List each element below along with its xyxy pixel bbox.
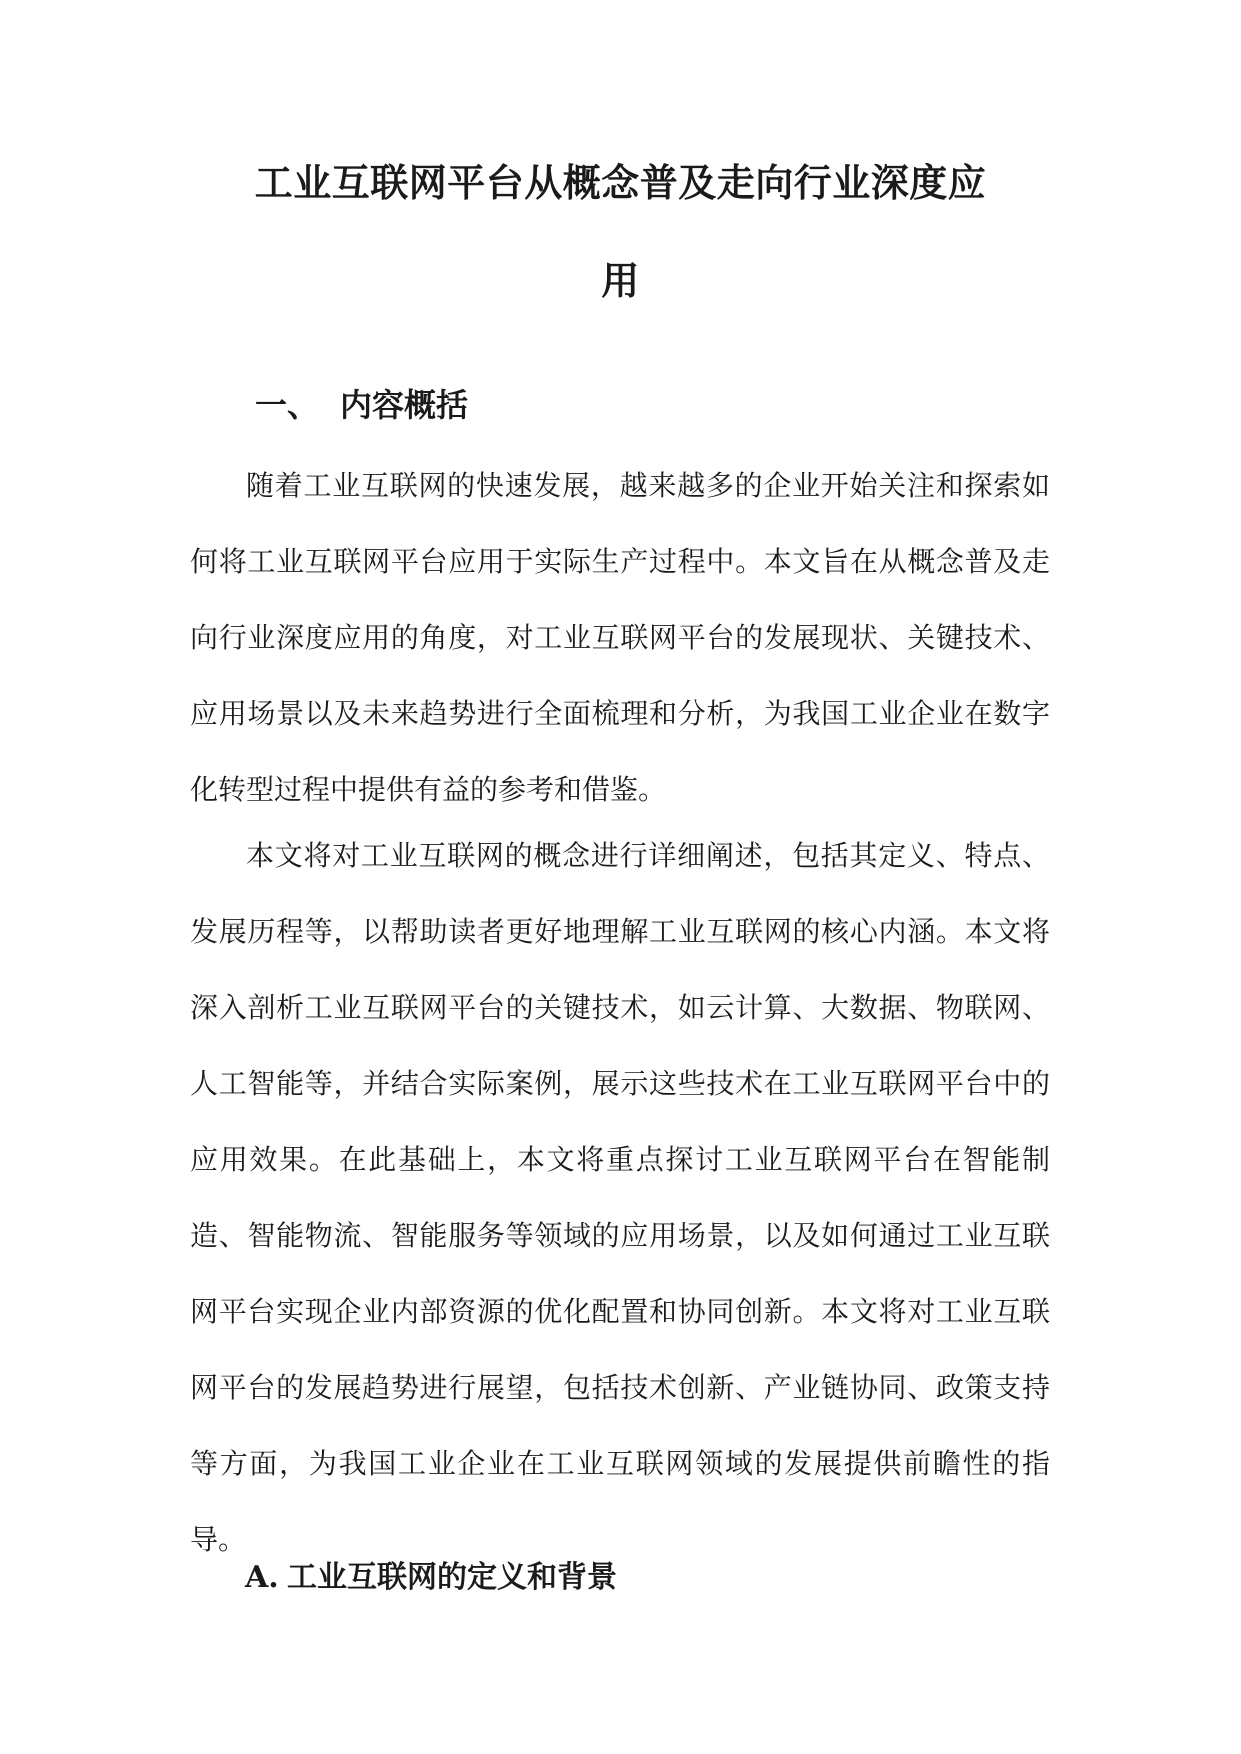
body-paragraph-1: 随着工业互联网的快速发展，越来越多的企业开始关注和探索如何将工业互联网平台应用于实际生产过程中。本文旨在从概念普及走向行业深度应用的角度，对工业互联网平台的发展现状、关键技术、应用场景以及未来趋势进行全面梳理和分析，为我国工业企业在数字化转型过程中提供有益的参考和借鉴。 <box>190 469 1050 806</box>
subsection-heading-a <box>245 1552 617 1596</box>
section-number: 一、 <box>255 386 320 424</box>
section-title: 内容概括 <box>340 386 469 424</box>
subsection-number: A. <box>245 1560 279 1595</box>
document-title-line-2: 用 <box>601 258 640 303</box>
subsection-title: 工业互联网的定义和背景 <box>287 1560 617 1595</box>
document-title-line-1: 工业互联网平台从概念普及走向行业深度应 <box>254 160 987 205</box>
body-paragraph-2: 本文将对工业互联网的概念进行详细阐述，包括其定义、特点、发展历程等，以帮助读者更好地理解工业互联网的核心内涵。本文将深入剖析工业互联网平台的关键技术，如云计算、大数据、物联网、人工智能等，并结合实际案例，展示这些技术在工业互联网平台中的应用效果。在此基础上，本文将重点探讨工业互联网平台在智能制造、智能物流、智能服务等领域的应用场景，以及如何通过工业互联网平台实现企业内部资源的优化配置和协同创新。本文将对工业互联网平台的发展趋势进行展望，包括技术创新、产业链协同、政策支持等方面，为我国工业企业在工业互联网领域的发展提供前瞻性的指导。 <box>190 839 1050 1556</box>
section-heading-1 <box>255 380 468 426</box>
